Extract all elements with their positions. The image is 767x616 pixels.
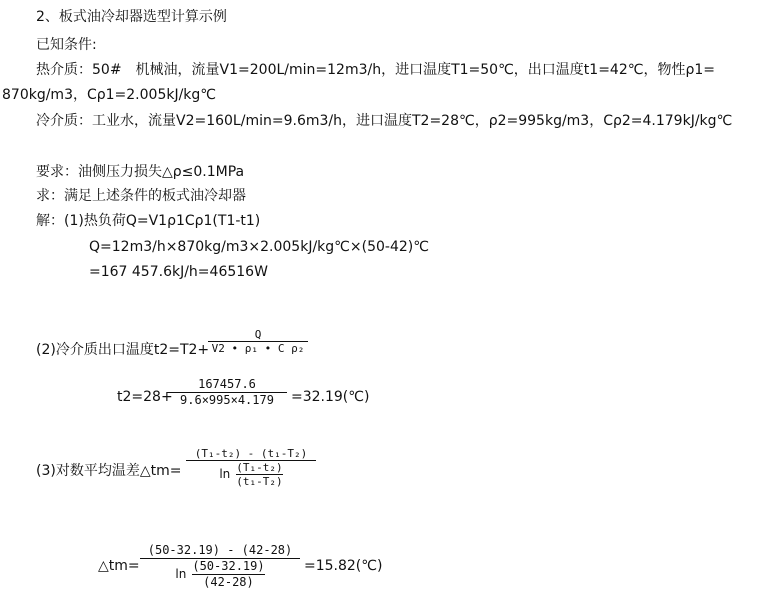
tm-inner-fraction bbox=[192, 559, 264, 590]
step2-denominator: V2 • ρ₁ • C ρ₂ bbox=[211, 342, 305, 355]
tm-inner-numerator: (50-32.19) bbox=[192, 559, 265, 573]
section-title: 2、板式油冷却器选型计算示例 bbox=[36, 9, 227, 25]
tm-fraction bbox=[140, 543, 300, 590]
requirement-pressure: 要求：油侧压力损失△ρ≤0.1MPa bbox=[36, 164, 245, 180]
solution-heat-load-result: =167 457.6kJ/h=46516W bbox=[89, 264, 268, 280]
tm-numerator: (50-32.19) - (42-28) bbox=[147, 543, 293, 557]
step2-label: (2)冷介质出口温度t2=T2+ bbox=[36, 342, 210, 358]
t2-result: =32.19(℃) bbox=[291, 389, 370, 405]
step3-denominator bbox=[219, 461, 282, 488]
ln-symbol: ln bbox=[175, 567, 187, 581]
step3-fraction bbox=[186, 447, 316, 488]
step2-fraction bbox=[208, 328, 308, 355]
known-conditions-label: 已知条件: bbox=[36, 37, 97, 53]
step3-inner-numerator: (T₁-t₂) bbox=[236, 461, 283, 474]
tm-denominator bbox=[175, 559, 264, 590]
step3-label: (3)对数平均温差△tm= bbox=[36, 463, 182, 479]
hot-medium-line-1: 热介质：50# 机械油，流量V1=200L/min=12m3/h，进口温度T1=50℃，出口温度t1=42℃，物性ρ1= bbox=[36, 62, 715, 78]
requirement-cooler: 求：满足上述条件的板式油冷却器 bbox=[36, 188, 246, 204]
step3-numerator: (T₁-t₂) - (t₁-T₂) bbox=[194, 447, 308, 460]
step3-inner-fraction bbox=[236, 461, 282, 488]
t2-numerator: 167457.6 bbox=[198, 377, 256, 391]
t2-fraction bbox=[167, 377, 287, 408]
solution-heat-load-calc: Q=12m3/h×870kg/m3×2.005kJ/kg℃×(50-42)℃ bbox=[89, 239, 429, 255]
tm-result: =15.82(℃) bbox=[304, 558, 383, 574]
cold-medium-line: 冷介质：工业水，流量V2=160L/min=9.6m3/h，进口温度T2=28℃，ρ2=995kg/m3，Cρ2=4.179kJ/kg℃ bbox=[36, 113, 733, 129]
tm-inner-denominator: (42-28) bbox=[203, 575, 254, 589]
step2-numerator: Q bbox=[254, 328, 262, 341]
t2-denominator: 9.6×995×4.179 bbox=[180, 393, 274, 407]
step3-inner-denominator: (t₁-T₂) bbox=[236, 475, 283, 488]
hot-medium-line-2: 870kg/m3，Cρ1=2.005kJ/kg℃ bbox=[2, 87, 217, 103]
solution-heat-load: 解：(1)热负荷Q=V1ρ1Cρ1(T1-t1) bbox=[36, 213, 261, 229]
tm-label: △tm= bbox=[98, 558, 140, 574]
t2-label: t2=28+ bbox=[117, 389, 173, 405]
ln-symbol: ln bbox=[219, 467, 231, 481]
